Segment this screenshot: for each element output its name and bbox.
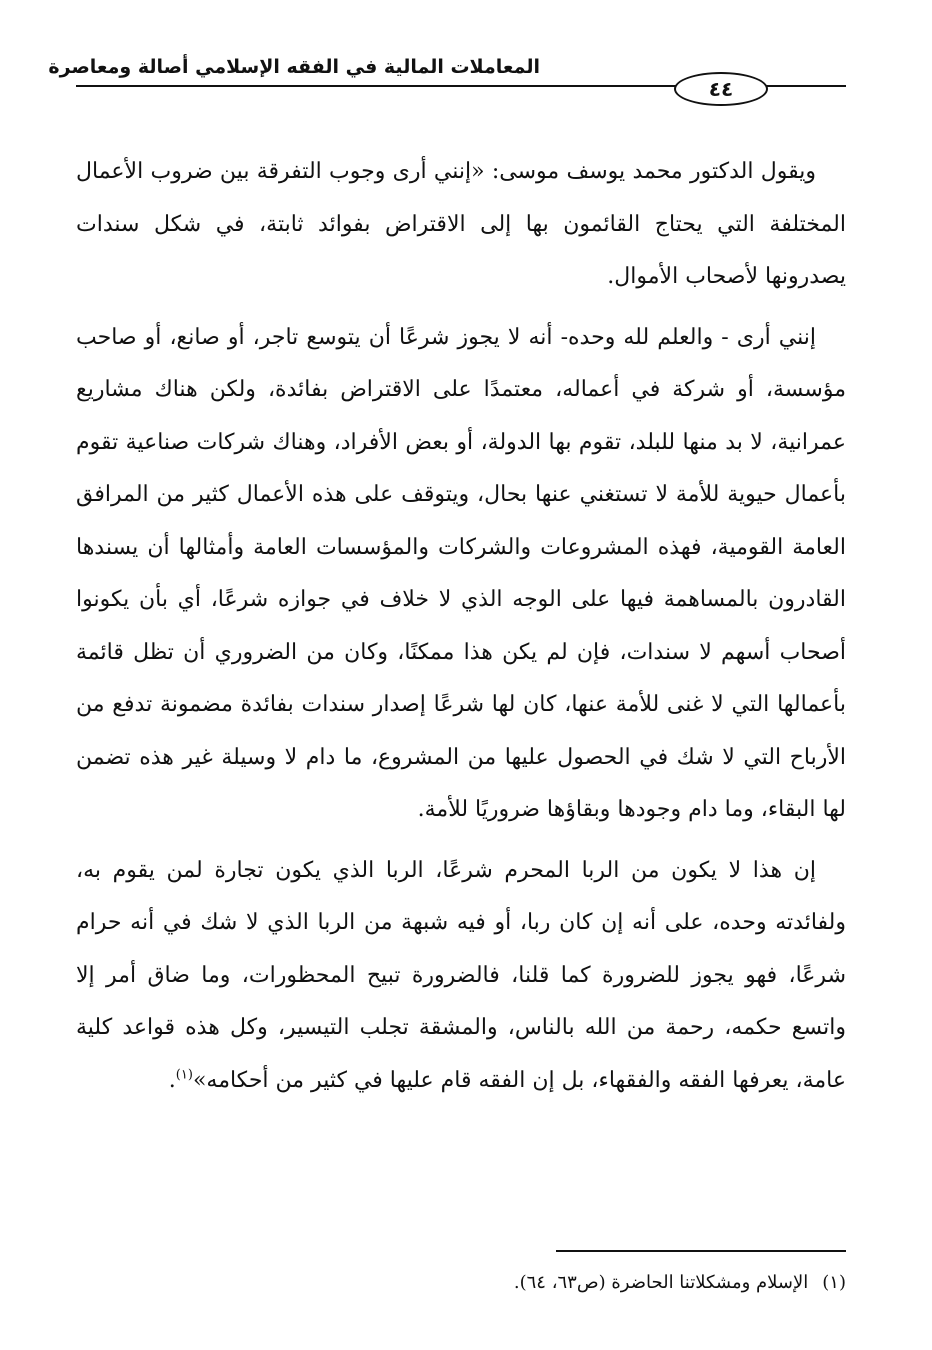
running-title: المعاملات المالية في الفقه الإسلامي أصالة ومعاصرة (48, 56, 540, 78)
footnote-number: (١) (822, 1272, 846, 1293)
footnote (514, 1272, 846, 1293)
paragraph-text: إن هذا لا يكون من الربا المحرم شرعًا، الربا الذي يكون تجارة لمن يقوم به، ولفائدته وحده، على أنه إن كان ربا، أو فيه شبهة من الربا الذي لا شك في أنه حرام شرعًا، فهو يجوز للضرورة كما قلنا، فالضرورة تبيح المحظورات، وما ضاق أمر إلا واتسع حكمه، رحمة من الله بالناس، والمشقة تجلب التيسير، وكل هذه قواعد كلية عامة، يعرفها الفقه والفقهاء، بل إن الفقه قام عليها في كثير من أحكامه» (76, 857, 846, 1093)
body-text (76, 146, 846, 1107)
paragraph (76, 845, 846, 1108)
paragraph: إنني أرى - والعلم لله وحده- أنه لا يجوز شرعًا أن يتوسع تاجر، أو صانع، أو صاحب مؤسسة، أو شركة في أعماله، معتمدًا على الاقتراض بفائدة، ولكن هناك مشاريع عمرانية، لا بد منها للبلد، تقوم بها الدولة، أو بعض الأفراد، وهناك شركات صناعية تقوم بأعمال حيوية للأمة لا تستغني عنها بحال، ويتوقف على هذه الأعمال كثير من المرافق العامة القومية، فهذه المشروعات والشركات والمؤسسات العامة وأمثالها أن يسندها القادرون بالمساهمة فيها على الوجه الذي لا خلاف في جوازه شرعًا، أي بأن يكونوا أصحاب أسهم لا سندات، فإن لم يكن هذا ممكنًا، وكان من الضروري أن تظل قائمة بأعمالها التي لا غنى للأمة عنها، كان لها شرعًا إصدار سندات بفائدة مضمونة تدفع من الأرباح التي لا شك في الحصول عليها من المشروع، ما دام لا وسيلة غير هذه تضمن لها البقاء، وما دام وجودها وبقاؤها ضروريًا للأمة. (76, 324, 846, 822)
footnote-marker: (١) (175, 1067, 193, 1083)
page-number: ٤٤ (674, 72, 768, 106)
footnote-text: الإسلام ومشكلاتنا الحاضرة (ص٦٣، ٦٤). (513, 1272, 809, 1293)
footnote-rule (556, 1250, 846, 1252)
page-header (48, 52, 846, 104)
paragraph: ويقول الدكتور محمد يوسف موسى: «إنني أرى وجوب التفرقة بين ضروب الأعمال المختلفة التي يحتاج القائمون بها إلى الاقتراض بفوائد ثابتة، في شكل سندات يصدرونها لأصحاب الأموال. (76, 159, 846, 289)
paragraph-end: . (168, 1067, 176, 1093)
